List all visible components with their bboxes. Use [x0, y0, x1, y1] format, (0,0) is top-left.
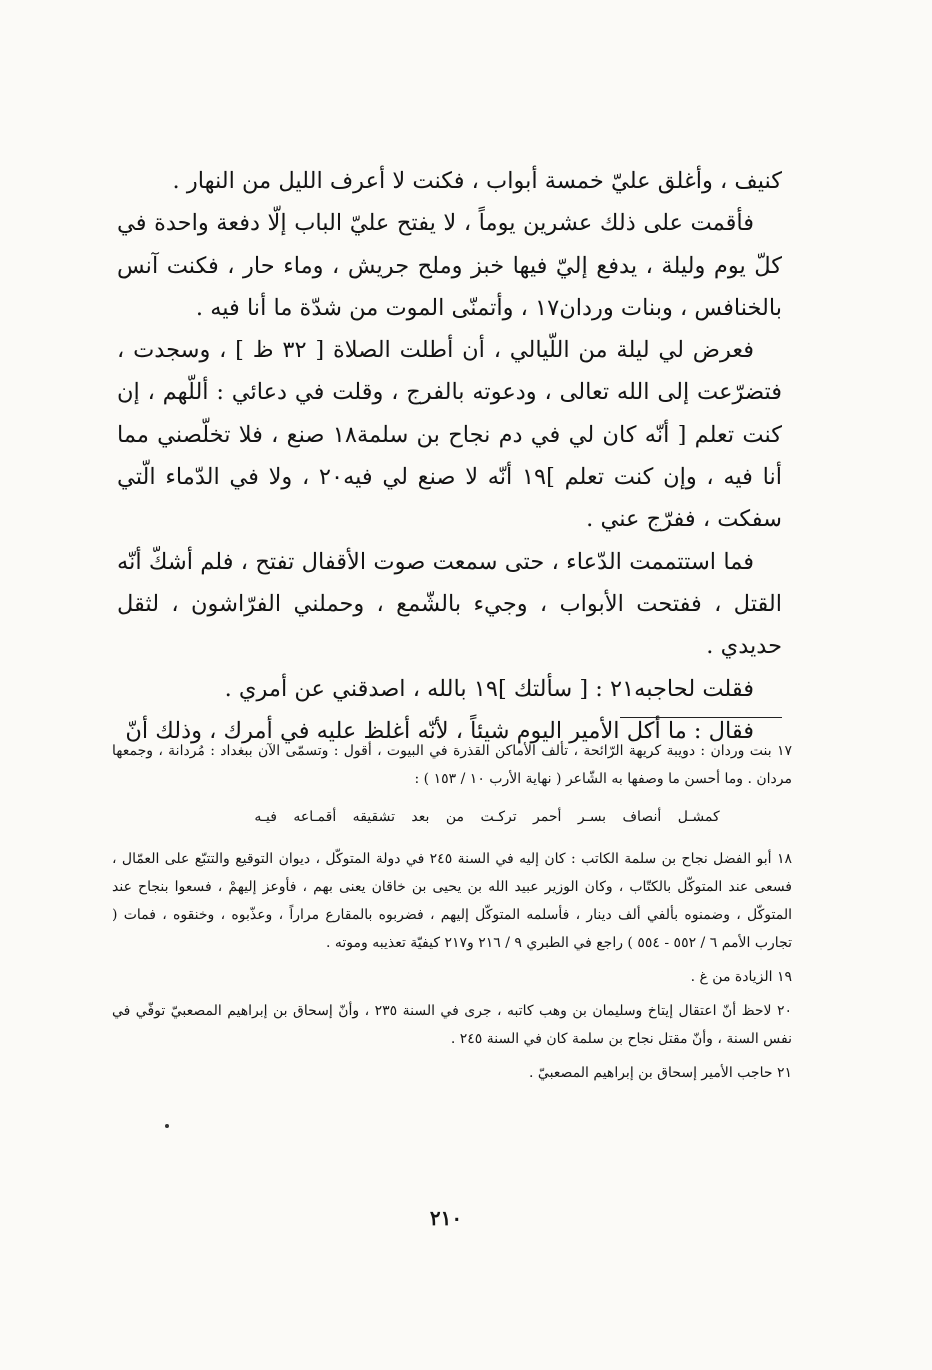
paragraph-6: فقال : ما أكل الأمير اليوم شيئاً ، لأنّه أغلظ عليه في أمرك ، وذلك أنّ [125, 717, 754, 744]
footnote-17 [112, 737, 792, 831]
paragraph-2: فأقمت على ذلك عشرين يوماً ، لا يفتح عليّ الباب إلّا دفعة واحدة في كلّ يوم وليلة ، يدفع إليّ فيها خبز وملح جريش ، وماء حار ، فكنت آنس بالخنافس ، وبنات وردان١٧ ، وأتمنّى الموت من شدّة ما أنا فيه . [117, 210, 782, 321]
footnotes [112, 737, 792, 1093]
main-text [117, 160, 782, 752]
paragraph-5: فقلت لحاجبه٢١ : [ سألتك ]١٩ بالله ، اصدقني عن أمري . [224, 675, 754, 702]
footnote-21: ٢١ حاجب الأمير إسحاق بن إبراهيم المصعبيّ . [529, 1065, 792, 1081]
footnote-18: ١٨ أبو الفضل نجاح بن سلمة الكاتب : كان إليه في السنة ٢٤٥ في دولة المتوكّل ، ديوان التوقيع والتتبّع على العمّال ، فسعى عند المتوكّل بالكتّاب ، وكان الوزير عبيد الله بن يحيى بن خاقان يعنى بهم ، فأوعز إليهمْ ، فسعوا بنجاح عند المتوكّل ، وضمنوه بألفي ألف دينار ، فأسلمه المتوكّل إليهم ، فضربوه بالمقارع مراراً ، وعذّبوه ، وخنقوه ، فمات ( تجارب الأمم ٦ / ٥٥٢ - ٥٥٤ ) راجع في الطبري ٩ / ٢١٦ و٢١٧ كيفيّة تعذيبه وموته . [112, 851, 792, 951]
footnote-20: ٢٠ لاحظ أنّ اعتقال إيتاخ وسليمان بن وهب كاتبه ، جرى في السنة ٢٣٥ ، وأنّ إسحاق بن إبراهيم المصعبيّ توفّي في نفس السنة ، وأنّ مقتل نجاح بن سلمة كان في السنة ٢٤٥ . [112, 1003, 793, 1047]
poetry-verse: كمشـل أنصاف بسـر أحمر تركـت من بعد تشقيقه أقمـاعه فيـه [254, 809, 720, 825]
page-number: ٢١٠ [429, 1206, 463, 1230]
paragraph-1: كنيف ، وأغلق عليّ خمسة أبواب ، فكنت لا أعرف الليل من النهار . [172, 168, 782, 194]
footnote-19: ١٩ الزيادة من غ . [690, 969, 792, 985]
footnote-17-text: ١٧ بنت وردان : دويبة كريهة الرّائحة ، تألف الأماكن القذرة في البيوت ، أقول : وتسمّى الآن ببغداد : مُردانة ، وجمعها مردان . وما أحسن ما وصفها به الشّاعر ( نهاية الأرب ١٠ / ١٥٣ ) : [112, 743, 792, 787]
paragraph-3: فعرض لي ليلة من اللّيالي ، أن أطلت الصلاة [ ٣٢ ظ ] ، وسجدت ، فتضرّعت إلى الله تعالى ، ودعوته بالفرج ، وقلت في دعائي : أللّهم ، إن كنت تعلم [ أنّه كان لي في دم نجاح بن سلمة١٨ صنع ، فلا تخلّصني مما أنا فيه ، وإن كنت تعلم ]١٩ أنّه لا صنع لي فيه٢٠ ، ولا في الدّماء الّتي سفكت ، ففرّج عني . [117, 337, 782, 533]
paragraph-4: فما استتممت الدّعاء ، حتى سمعت صوت الأقفال تفتح ، فلم أشكّ أنّه القتل ، ففتحت الأبواب ، وجيء بالشّمع ، وحملني الفرّاشون ، لثقل حديدي . [117, 548, 782, 660]
ink-speck [165, 1124, 169, 1128]
footnote-divider [620, 717, 782, 718]
